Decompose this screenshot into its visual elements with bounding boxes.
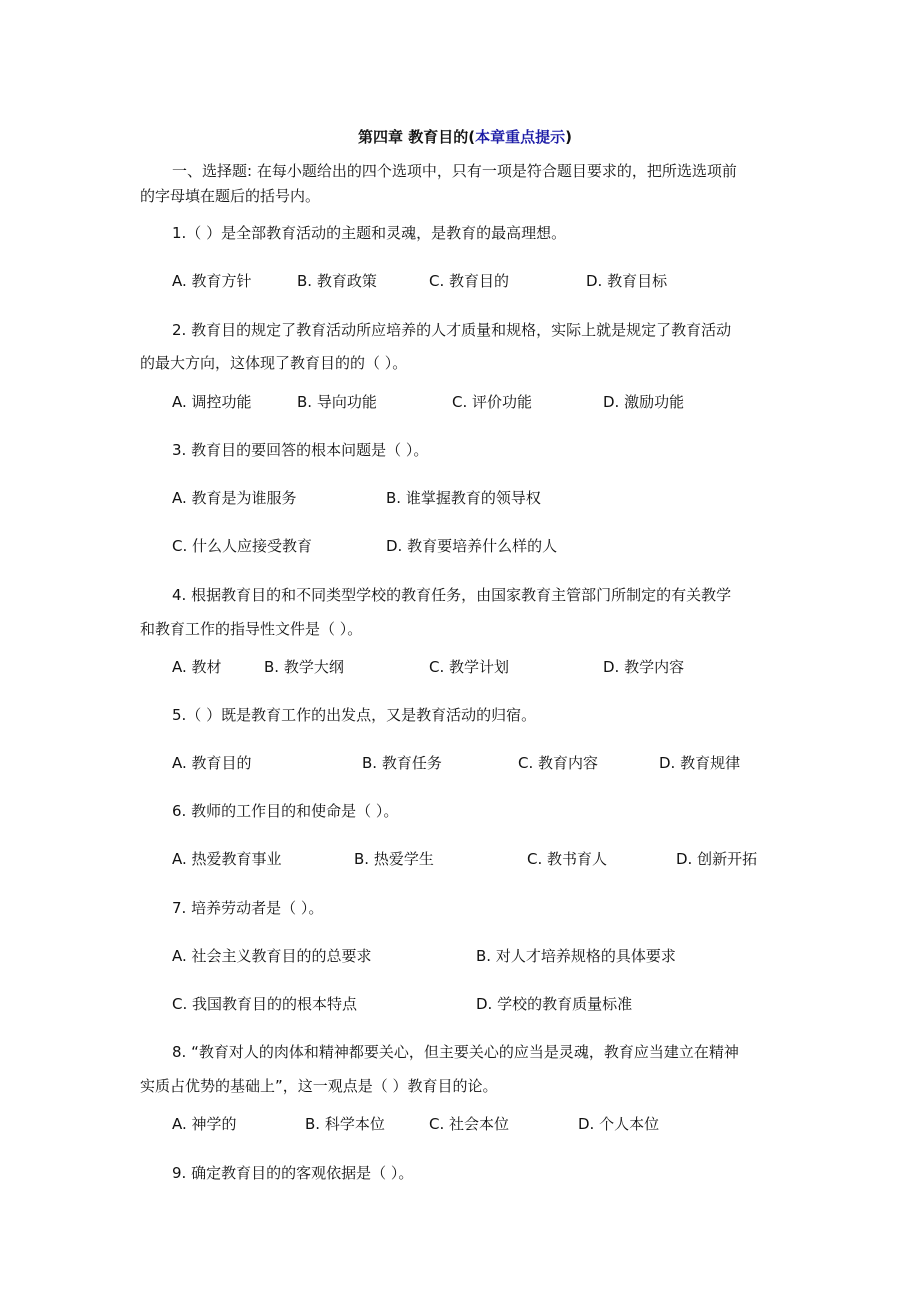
question-4-option-b: B. 教学大纲 — [264, 658, 344, 676]
question-4-option-a: A. 教材 — [172, 658, 222, 676]
question-1-option-c: C. 教育目的 — [429, 272, 510, 290]
question-1-stem: 1.（ ）是全部教育活动的主题和灵魂，是教育的最高理想。 — [172, 224, 567, 242]
question-8-option-a: A. 神学的 — [172, 1115, 237, 1133]
question-2-option-c: C. 评价功能 — [452, 393, 533, 411]
question-2-option-d: D. 激励功能 — [603, 393, 685, 411]
question-6-option-a: A. 热爱教育事业 — [172, 850, 282, 868]
question-7-option-b: B. 对人才培养规格的具体要求 — [476, 947, 676, 965]
question-4-option-d: D. 教学内容 — [603, 658, 685, 676]
page-title — [358, 127, 572, 147]
question-9-stem: 9. 确定教育目的的客观依据是（ ）。 — [172, 1164, 414, 1182]
question-8-option-d: D. 个人本位 — [578, 1115, 660, 1133]
question-5-stem: 5.（ ）既是教育工作的出发点，又是教育活动的归宿。 — [172, 706, 537, 724]
question-5-option-c: C. 教育内容 — [518, 754, 599, 772]
question-2-option-b: B. 导向功能 — [297, 393, 377, 411]
question-8-option-b: B. 科学本位 — [305, 1115, 385, 1133]
question-3-option-c: C. 什么人应接受教育 — [172, 537, 313, 555]
question-1-option-d: D. 教育目标 — [586, 272, 668, 290]
question-4-stem-line-1: 4. 根据教育目的和不同类型学校的教育任务，由国家教育主管部门所制定的有关教学 — [172, 586, 732, 604]
question-2-option-a: A. 调控功能 — [172, 393, 252, 411]
title-suffix: ) — [565, 128, 572, 146]
question-3-option-a: A. 教育是为谁服务 — [172, 489, 297, 507]
question-3-stem: 3. 教育目的要回答的根本问题是（ ）。 — [172, 441, 429, 459]
intro-line-2: 的字母填在题后的括号内。 — [140, 187, 321, 205]
question-7-option-a: A. 社会主义教育目的的总要求 — [172, 947, 372, 965]
title-prefix: 第四章 教育目的( — [358, 128, 476, 146]
question-4-option-c: C. 教学计划 — [429, 658, 510, 676]
question-6-option-d: D. 创新开拓 — [676, 850, 758, 868]
question-3-option-b: B. 谁掌握教育的领导权 — [386, 489, 541, 507]
question-8-stem-line-2: 实质占优势的基础上”，这一观点是（ ）教育目的论。 — [140, 1077, 498, 1095]
question-1-option-b: B. 教育政策 — [297, 272, 377, 290]
question-2-stem-line-1: 2. 教育目的规定了教育活动所应培养的人才质量和规格，实际上就是规定了教育活动 — [172, 321, 732, 339]
question-2-stem-line-2: 的最大方向，这体现了教育目的的（ ）。 — [140, 354, 408, 372]
question-4-stem-line-2: 和教育工作的指导性文件是（ ）。 — [140, 620, 363, 638]
question-1-option-a: A. 教育方针 — [172, 272, 252, 290]
question-7-stem: 7. 培养劳动者是（ ）。 — [172, 899, 324, 917]
question-6-option-c: C. 教书育人 — [527, 850, 608, 868]
question-3-option-d: D. 教育要培养什么样的人 — [386, 537, 558, 555]
question-6-stem: 6. 教师的工作目的和使命是（ ）。 — [172, 802, 399, 820]
question-6-option-b: B. 热爱学生 — [354, 850, 434, 868]
key-points-link[interactable]: 本章重点提示 — [475, 128, 566, 146]
question-8-stem-line-1: 8. “教育对人的肉体和精神都要关心，但主要关心的应当是灵魂，教育应当建立在精神 — [172, 1043, 739, 1061]
question-7-option-d: D. 学校的教育质量标准 — [476, 995, 633, 1013]
intro-line-1: 一、选择题: 在每小题给出的四个选项中，只有一项是符合题目要求的，把所选选项前 — [172, 162, 737, 180]
question-5-option-b: B. 教育任务 — [362, 754, 442, 772]
question-8-option-c: C. 社会本位 — [429, 1115, 510, 1133]
question-7-option-c: C. 我国教育目的的根本特点 — [172, 995, 358, 1013]
question-5-option-a: A. 教育目的 — [172, 754, 252, 772]
question-5-option-d: D. 教育规律 — [659, 754, 741, 772]
